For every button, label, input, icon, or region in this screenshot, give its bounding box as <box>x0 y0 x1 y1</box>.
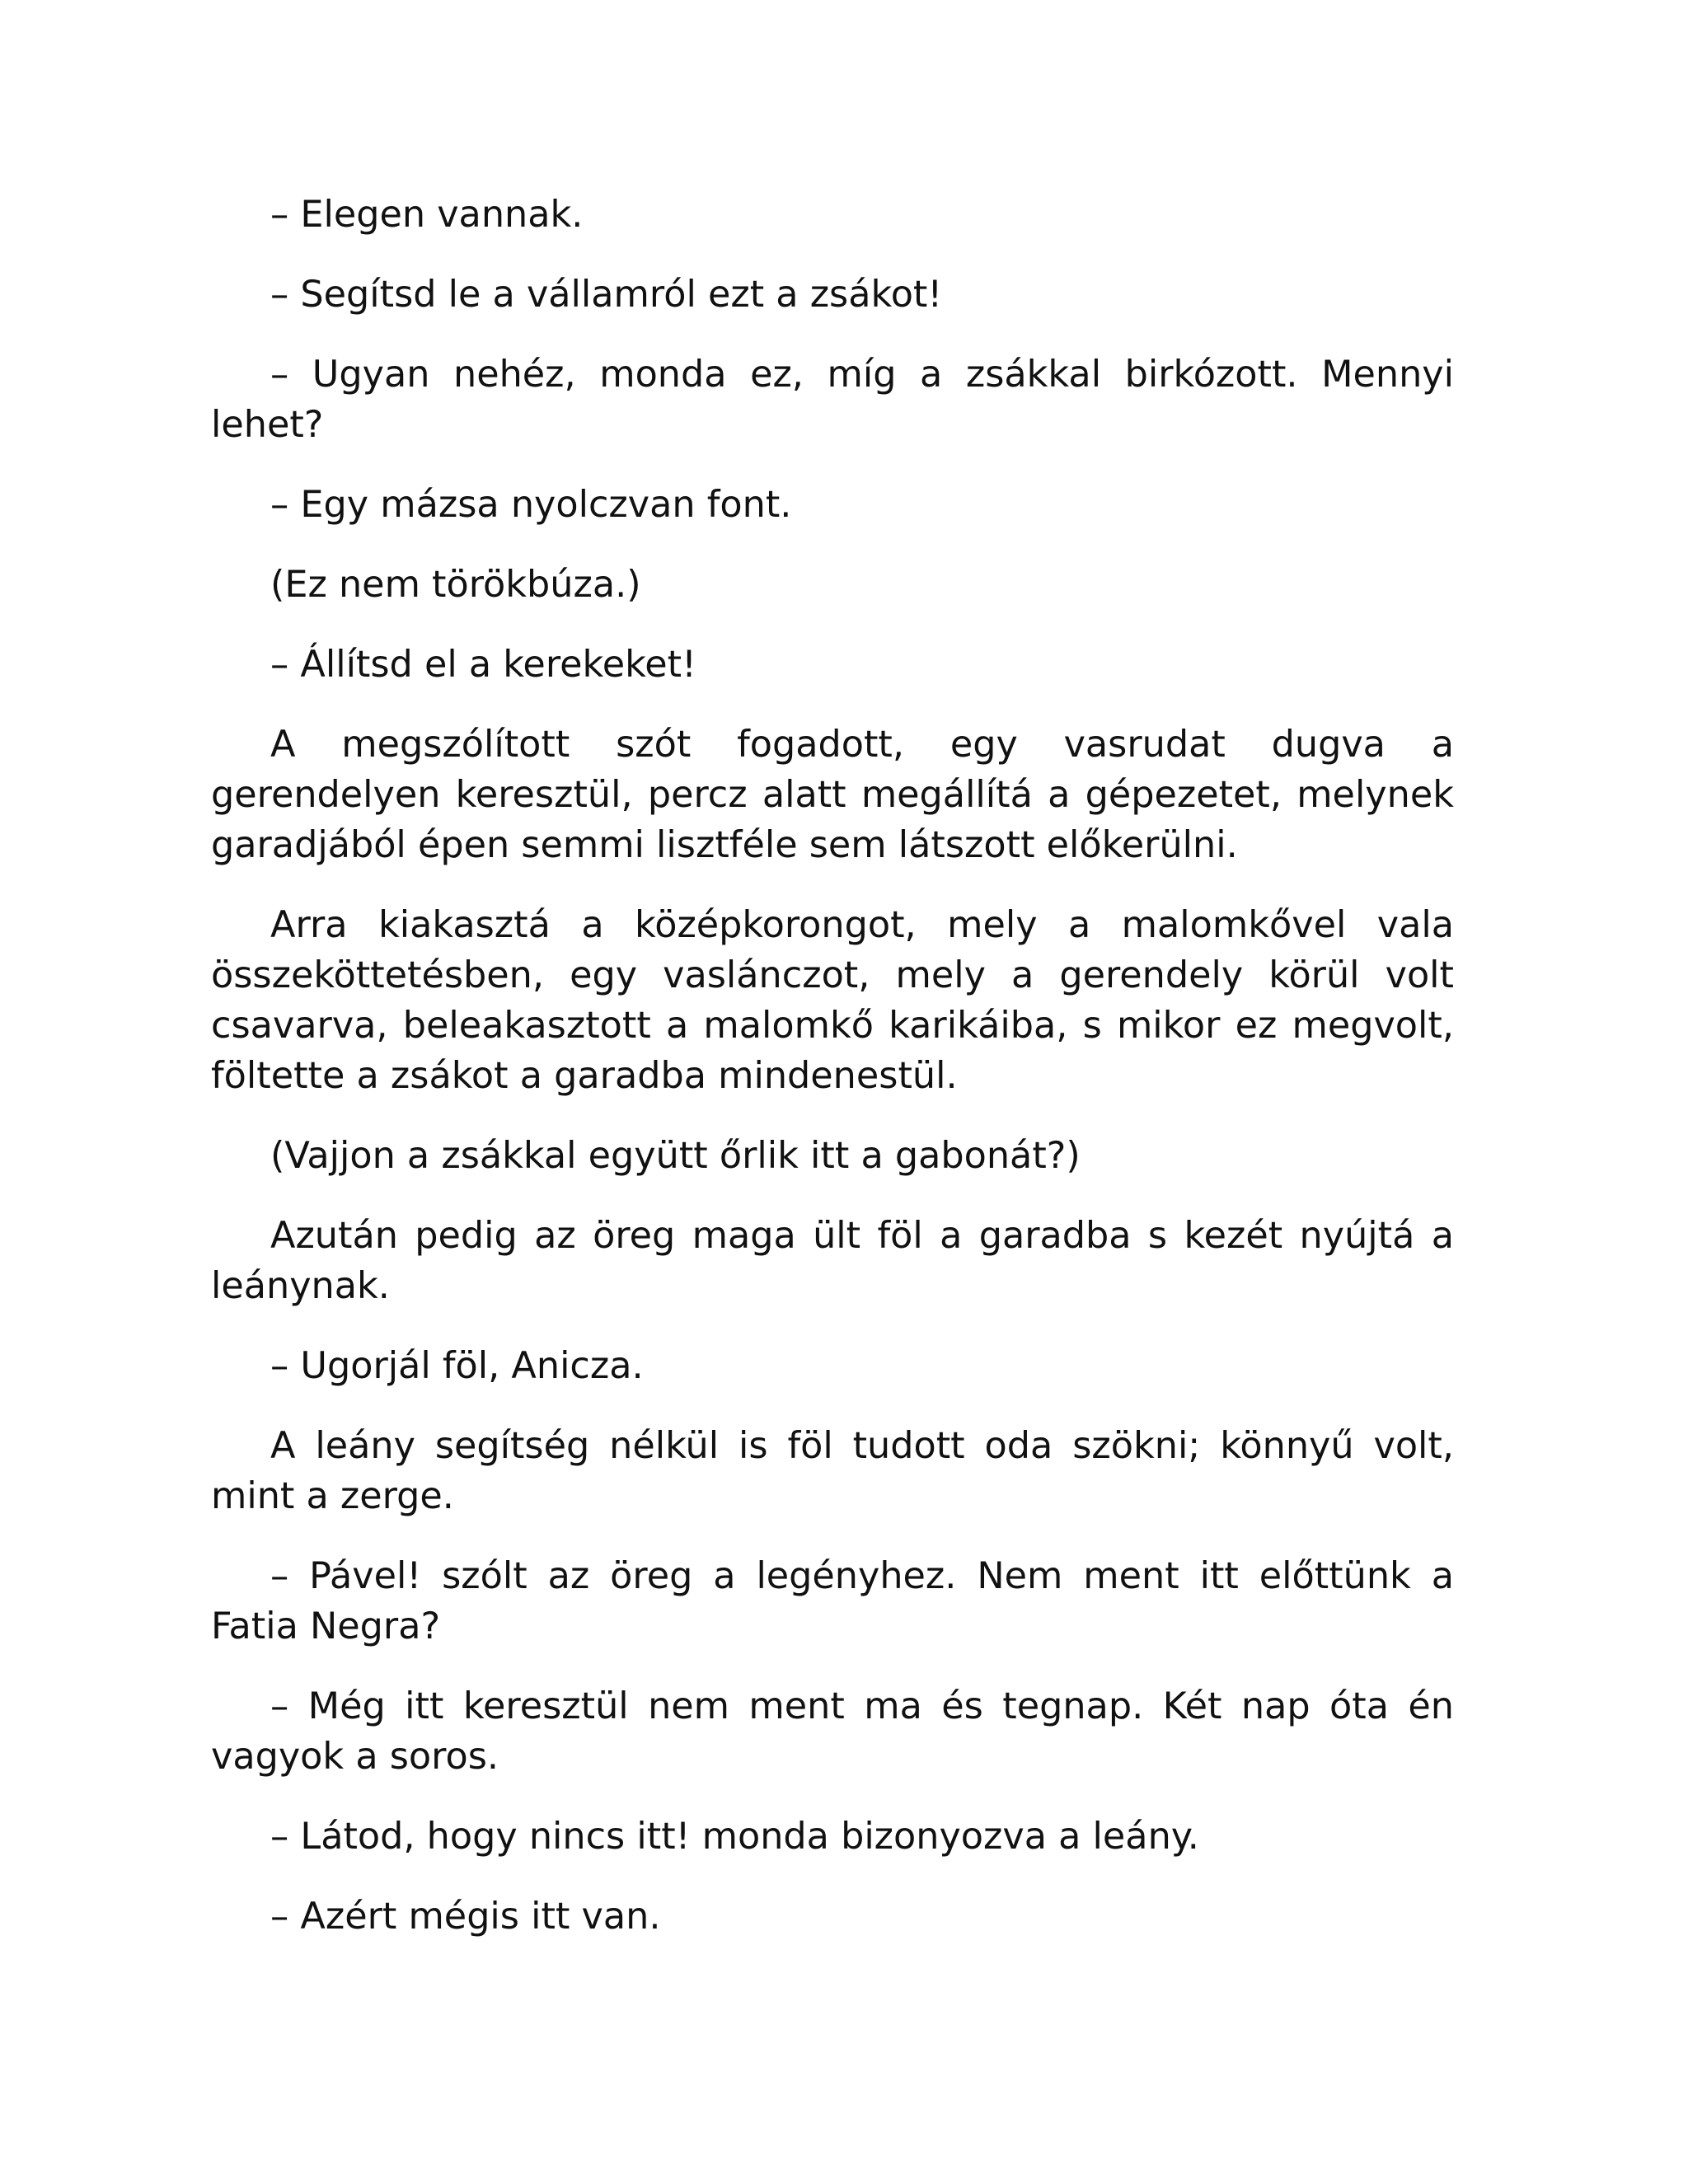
page-body <box>211 190 1454 1971</box>
paragraph: – Pável! szólt az öreg a legényhez. Nem ment itt előttünk a Fatia Negra? <box>211 1555 1454 1647</box>
paragraph: – Látod, hogy nincs itt! monda bizonyozva a leány. <box>270 1816 1199 1858</box>
paragraph: (Vajjon a zsákkal együtt őrlik itt a gabonát?) <box>270 1135 1081 1177</box>
paragraph: – Ugyan nehéz, monda ez, míg a zsákkal birkózott. Mennyi lehet? <box>211 354 1454 446</box>
paragraph: – Azért mégis itt van. <box>270 1896 661 1938</box>
paragraph: A megszólított szót fogadott, egy vasrudat dugva a gerendelyen keresztül, percz alatt megállítá a gépezetet, melynek garadjából épen semmi lisztféle sem látszott előkerülni. <box>211 724 1454 866</box>
paragraph: – Még itt keresztül nem ment ma és tegnap. Két nap óta én vagyok a soros. <box>211 1685 1454 1778</box>
paragraph: – Ugorjál föl, Anicza. <box>270 1345 644 1387</box>
paragraph: – Állítsd el a kerekeket! <box>270 644 696 686</box>
paragraph: Arra kiakasztá a középkorongot, mely a malomkővel vala összeköttetésben, egy vaslánczot, mely a gerendely körül volt csavarva, beleakasztott a malomkő karikáiba, s mikor ez megvolt, föltette a zsákot a garadba mindenestül. <box>211 904 1454 1097</box>
paragraph: – Egy mázsa nyolczvan font. <box>270 484 792 526</box>
paragraph: – Elegen vannak. <box>270 194 584 236</box>
paragraph: (Ez nem törökbúza.) <box>270 564 641 606</box>
paragraph: A leány segítség nélkül is föl tudott oda szökni; könnyű volt, mint a zerge. <box>211 1425 1454 1517</box>
paragraph: – Segítsd le a vállamról ezt a zsákot! <box>270 274 943 316</box>
paragraph: Azután pedig az öreg maga ült föl a garadba s kezét nyújtá a leánynak. <box>211 1215 1454 1307</box>
